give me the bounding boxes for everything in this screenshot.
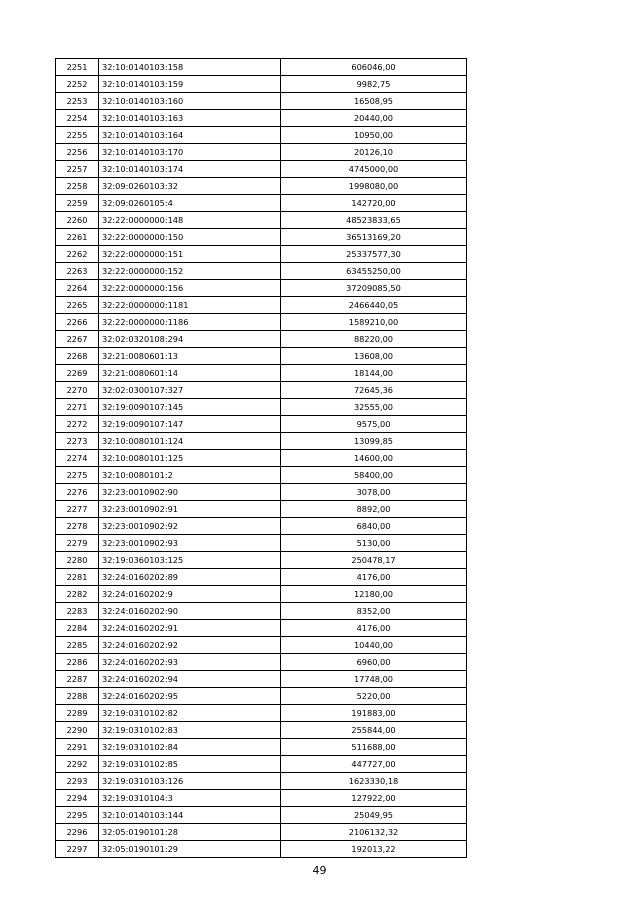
cadastral-value: 1998080,00 xyxy=(281,178,467,195)
cadastral-value: 8892,00 xyxy=(281,501,467,518)
table-row xyxy=(56,178,467,195)
table-row xyxy=(56,263,467,280)
table-row xyxy=(56,705,467,722)
cadastral-value: 9982,75 xyxy=(281,76,467,93)
cadastral-number: 32:22:0000000:152 xyxy=(99,263,281,280)
table-row xyxy=(56,297,467,314)
row-number: 2287 xyxy=(56,671,99,688)
table-row xyxy=(56,110,467,127)
cadastral-value: 10950,00 xyxy=(281,127,467,144)
table-row xyxy=(56,688,467,705)
row-number: 2281 xyxy=(56,569,99,586)
cadastral-value: 1623330,18 xyxy=(281,773,467,790)
table-row xyxy=(56,348,467,365)
cadastral-value: 63455250,00 xyxy=(281,263,467,280)
row-number: 2269 xyxy=(56,365,99,382)
table-row xyxy=(56,144,467,161)
table-row xyxy=(56,569,467,586)
row-number: 2293 xyxy=(56,773,99,790)
cadastral-number: 32:19:0310103:126 xyxy=(99,773,281,790)
table-row xyxy=(56,807,467,824)
cadastral-number: 32:10:0080101:124 xyxy=(99,433,281,450)
row-number: 2265 xyxy=(56,297,99,314)
cadastral-number: 32:09:0260103:32 xyxy=(99,178,281,195)
cadastral-number: 32:22:0000000:150 xyxy=(99,229,281,246)
table-row xyxy=(56,518,467,535)
table-row xyxy=(56,382,467,399)
cadastral-value: 48523833,65 xyxy=(281,212,467,229)
cadastral-number: 32:10:0140103:159 xyxy=(99,76,281,93)
table-row xyxy=(56,756,467,773)
table-row xyxy=(56,59,467,76)
cadastral-value: 6960,00 xyxy=(281,654,467,671)
cadastral-number: 32:10:0140103:163 xyxy=(99,110,281,127)
cadastral-number: 32:10:0080101:2 xyxy=(99,467,281,484)
cadastral-number: 32:19:0310102:84 xyxy=(99,739,281,756)
cadastral-value: 4176,00 xyxy=(281,620,467,637)
table-row xyxy=(56,450,467,467)
cadastral-number: 32:22:0000000:156 xyxy=(99,280,281,297)
table-row xyxy=(56,484,467,501)
cadastral-number: 32:21:0080601:13 xyxy=(99,348,281,365)
cadastral-number: 32:23:0010902:91 xyxy=(99,501,281,518)
cadastral-number: 32:22:0000000:148 xyxy=(99,212,281,229)
table-row xyxy=(56,76,467,93)
cadastral-value: 447727,00 xyxy=(281,756,467,773)
row-number: 2270 xyxy=(56,382,99,399)
row-number: 2261 xyxy=(56,229,99,246)
row-number: 2267 xyxy=(56,331,99,348)
table-row xyxy=(56,841,467,858)
table-body xyxy=(56,59,467,858)
cadastral-number: 32:22:0000000:151 xyxy=(99,246,281,263)
row-number: 2252 xyxy=(56,76,99,93)
cadastral-value: 72645,36 xyxy=(281,382,467,399)
table-row xyxy=(56,314,467,331)
row-number: 2284 xyxy=(56,620,99,637)
row-number: 2291 xyxy=(56,739,99,756)
cadastral-number: 32:19:0090107:145 xyxy=(99,399,281,416)
row-number: 2296 xyxy=(56,824,99,841)
table-row xyxy=(56,416,467,433)
row-number: 2253 xyxy=(56,93,99,110)
cadastral-value: 2466440,05 xyxy=(281,297,467,314)
table-row xyxy=(56,365,467,382)
cadastral-number: 32:24:0160202:92 xyxy=(99,637,281,654)
row-number: 2258 xyxy=(56,178,99,195)
cadastral-number: 32:19:0360103:125 xyxy=(99,552,281,569)
cadastral-value: 17748,00 xyxy=(281,671,467,688)
cadastral-number: 32:05:0190101:28 xyxy=(99,824,281,841)
table-row xyxy=(56,331,467,348)
row-number: 2259 xyxy=(56,195,99,212)
cadastral-value: 10440,00 xyxy=(281,637,467,654)
cadastral-value: 88220,00 xyxy=(281,331,467,348)
row-number: 2263 xyxy=(56,263,99,280)
table-row xyxy=(56,467,467,484)
cadastral-value: 5220,00 xyxy=(281,688,467,705)
row-number: 2279 xyxy=(56,535,99,552)
row-number: 2295 xyxy=(56,807,99,824)
row-number: 2275 xyxy=(56,467,99,484)
table-row xyxy=(56,671,467,688)
cadastral-value: 5130,00 xyxy=(281,535,467,552)
cadastral-value: 255844,00 xyxy=(281,722,467,739)
table-row xyxy=(56,229,467,246)
cadastral-value: 25337577,30 xyxy=(281,246,467,263)
cadastral-value: 13608,00 xyxy=(281,348,467,365)
cadastral-number: 32:24:0160202:9 xyxy=(99,586,281,603)
cadastral-value: 20440,00 xyxy=(281,110,467,127)
cadastral-value: 1589210,00 xyxy=(281,314,467,331)
cadastral-value: 37209085,50 xyxy=(281,280,467,297)
row-number: 2297 xyxy=(56,841,99,858)
cadastral-value: 12180,00 xyxy=(281,586,467,603)
cadastral-value: 192013,22 xyxy=(281,841,467,858)
row-number: 2277 xyxy=(56,501,99,518)
table-row xyxy=(56,212,467,229)
cadastral-number: 32:10:0140103:170 xyxy=(99,144,281,161)
table-row xyxy=(56,535,467,552)
cadastral-number: 32:22:0000000:1181 xyxy=(99,297,281,314)
row-number: 2290 xyxy=(56,722,99,739)
cadastral-value-table xyxy=(55,58,467,858)
cadastral-number: 32:24:0160202:91 xyxy=(99,620,281,637)
cadastral-value: 8352,00 xyxy=(281,603,467,620)
cadastral-number: 32:10:0140103:158 xyxy=(99,59,281,76)
cadastral-number: 32:23:0010902:90 xyxy=(99,484,281,501)
cadastral-number: 32:24:0160202:93 xyxy=(99,654,281,671)
cadastral-value: 191883,00 xyxy=(281,705,467,722)
row-number: 2289 xyxy=(56,705,99,722)
row-number: 2276 xyxy=(56,484,99,501)
cadastral-value: 58400,00 xyxy=(281,467,467,484)
row-number: 2262 xyxy=(56,246,99,263)
row-number: 2286 xyxy=(56,654,99,671)
cadastral-number: 32:24:0160202:95 xyxy=(99,688,281,705)
cadastral-value: 18144,00 xyxy=(281,365,467,382)
row-number: 2257 xyxy=(56,161,99,178)
row-number: 2255 xyxy=(56,127,99,144)
cadastral-value: 13099,85 xyxy=(281,433,467,450)
table-row xyxy=(56,739,467,756)
cadastral-value: 9575,00 xyxy=(281,416,467,433)
row-number: 2278 xyxy=(56,518,99,535)
cadastral-number: 32:10:0140103:144 xyxy=(99,807,281,824)
cadastral-number: 32:19:0090107:147 xyxy=(99,416,281,433)
row-number: 2282 xyxy=(56,586,99,603)
cadastral-number: 32:21:0080601:14 xyxy=(99,365,281,382)
cadastral-number: 32:23:0010902:93 xyxy=(99,535,281,552)
table-row xyxy=(56,722,467,739)
row-number: 2294 xyxy=(56,790,99,807)
cadastral-value: 25049,95 xyxy=(281,807,467,824)
table-row xyxy=(56,433,467,450)
table-row xyxy=(56,399,467,416)
cadastral-value: 36513169,20 xyxy=(281,229,467,246)
cadastral-number: 32:02:0320108:294 xyxy=(99,331,281,348)
cadastral-number: 32:10:0140103:164 xyxy=(99,127,281,144)
cadastral-value: 6840,00 xyxy=(281,518,467,535)
row-number: 2280 xyxy=(56,552,99,569)
cadastral-value: 606046,00 xyxy=(281,59,467,76)
cadastral-value: 127922,00 xyxy=(281,790,467,807)
table-row xyxy=(56,280,467,297)
table-row xyxy=(56,603,467,620)
table-row xyxy=(56,586,467,603)
cadastral-value: 20126,10 xyxy=(281,144,467,161)
table-row xyxy=(56,93,467,110)
cadastral-number: 32:23:0010902:92 xyxy=(99,518,281,535)
cadastral-value: 16508,95 xyxy=(281,93,467,110)
cadastral-number: 32:10:0080101:125 xyxy=(99,450,281,467)
table-row xyxy=(56,552,467,569)
cadastral-value: 250478,17 xyxy=(281,552,467,569)
row-number: 2274 xyxy=(56,450,99,467)
cadastral-number: 32:24:0160202:89 xyxy=(99,569,281,586)
row-number: 2254 xyxy=(56,110,99,127)
cadastral-number: 32:10:0140103:174 xyxy=(99,161,281,178)
cadastral-number: 32:19:0310102:82 xyxy=(99,705,281,722)
table-row xyxy=(56,161,467,178)
row-number: 2268 xyxy=(56,348,99,365)
table-row xyxy=(56,824,467,841)
table-row xyxy=(56,246,467,263)
row-number: 2256 xyxy=(56,144,99,161)
row-number: 2288 xyxy=(56,688,99,705)
table-row xyxy=(56,127,467,144)
cadastral-value: 2106132,32 xyxy=(281,824,467,841)
row-number: 2260 xyxy=(56,212,99,229)
cadastral-number: 32:24:0160202:94 xyxy=(99,671,281,688)
table-row xyxy=(56,620,467,637)
table-row xyxy=(56,501,467,518)
cadastral-value: 32555,00 xyxy=(281,399,467,416)
row-number: 2292 xyxy=(56,756,99,773)
cadastral-value: 4745000,00 xyxy=(281,161,467,178)
cadastral-number: 32:22:0000000:1186 xyxy=(99,314,281,331)
row-number: 2251 xyxy=(56,59,99,76)
cadastral-number: 32:09:0260105:4 xyxy=(99,195,281,212)
row-number: 2285 xyxy=(56,637,99,654)
cadastral-number: 32:02:0300107:327 xyxy=(99,382,281,399)
row-number: 2273 xyxy=(56,433,99,450)
cadastral-number: 32:19:0310104:3 xyxy=(99,790,281,807)
cadastral-number: 32:10:0140103:160 xyxy=(99,93,281,110)
cadastral-number: 32:19:0310102:83 xyxy=(99,722,281,739)
cadastral-value: 511688,00 xyxy=(281,739,467,756)
row-number: 2271 xyxy=(56,399,99,416)
row-number: 2264 xyxy=(56,280,99,297)
cadastral-value: 3078,00 xyxy=(281,484,467,501)
cadastral-number: 32:19:0310102:85 xyxy=(99,756,281,773)
row-number: 2272 xyxy=(56,416,99,433)
table-row xyxy=(56,195,467,212)
table-row xyxy=(56,773,467,790)
cadastral-value: 4176,00 xyxy=(281,569,467,586)
page-number: 49 xyxy=(312,864,327,877)
table-row xyxy=(56,637,467,654)
cadastral-number: 32:24:0160202:90 xyxy=(99,603,281,620)
cadastral-value: 142720,00 xyxy=(281,195,467,212)
cadastral-value: 14600,00 xyxy=(281,450,467,467)
row-number: 2266 xyxy=(56,314,99,331)
table-row xyxy=(56,654,467,671)
cadastral-number: 32:05:0190101:29 xyxy=(99,841,281,858)
row-number: 2283 xyxy=(56,603,99,620)
table-row xyxy=(56,790,467,807)
